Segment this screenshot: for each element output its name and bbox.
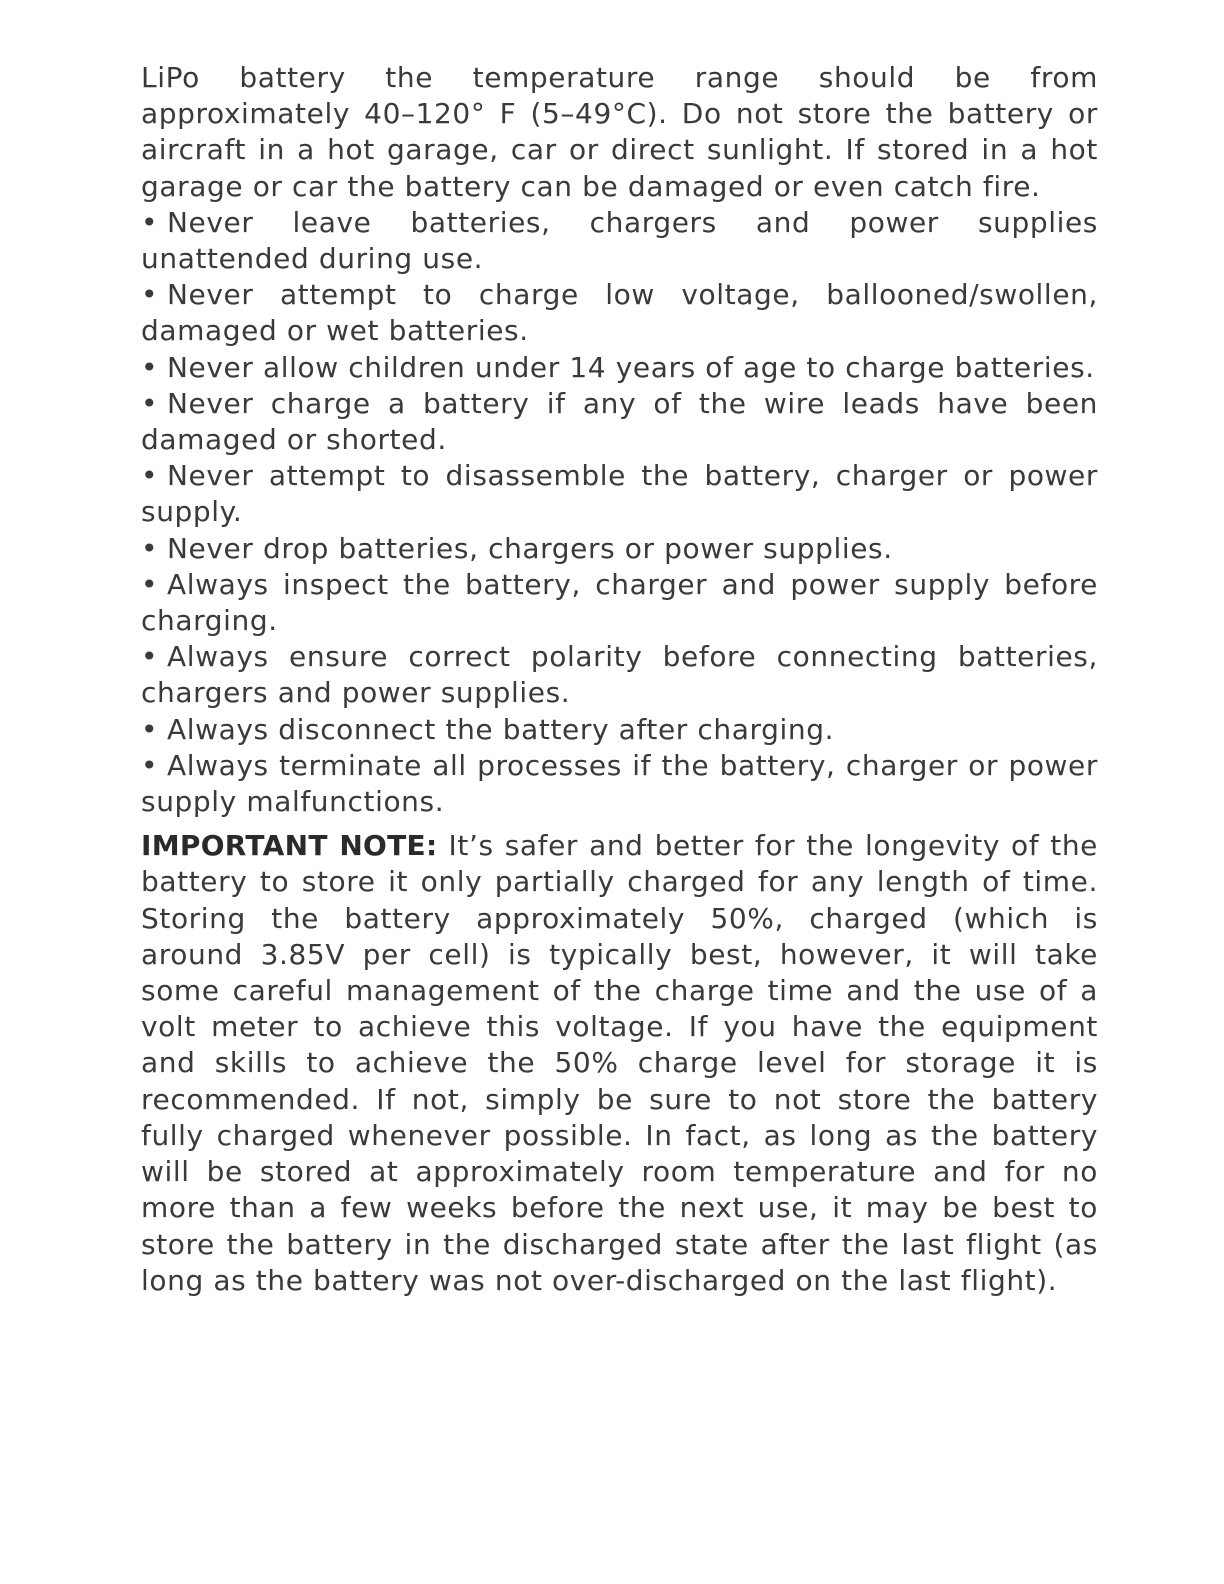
list-item [141,639,1098,711]
bullet-icon: • [141,567,159,601]
bullet-icon: • [141,459,159,493]
list-item-text: Never attempt to charge low voltage, ballooned/swollen, damaged or wet batteries. [141,278,1098,348]
list-item [141,458,1098,530]
bullet-icon: • [141,640,159,674]
bullet-icon: • [141,712,159,746]
important-note-label: IMPORTANT NOTE: [141,829,438,863]
important-note-text: It’s safer and better for the longevity of the battery to store it only partially charged for any length of time. Storing the battery approximately 50%, charged (which is around 3.85V per cell) is typically best, however, it will take some careful management of the charge time and the use of a volt meter to achieve this voltage. If you have the equipment and skills to achieve the 50% charge level for storage it is recommended. If not, simply be sure to not store the battery fully charged whenever possible. In fact, as long as the battery will be stored at approximately room temperature and for no more than a few weeks before the next use, it may be best to store the battery in the discharged state after the last flight (as long as the battery was not over-discharged on the last flight). [141,829,1098,1297]
list-item-text: Never allow children under 14 years of age to charge batteries. [167,350,1095,384]
bullet-icon: • [141,531,159,565]
bullet-icon: • [141,278,159,312]
list-item [141,205,1098,277]
list-item [141,386,1098,458]
list-item [141,531,1098,567]
intro-paragraph: LiPo battery the temperature range should be from approximately 40–120° F (5–49°C). Do not store the battery or aircraft in a hot garage, car or direct sunlight. If stored in a hot garage or car the battery can be damaged or even catch fire. [141,61,1098,203]
bullet-icon: • [141,350,159,384]
bullet-icon: • [141,748,159,782]
list-item-text: Never charge a battery if any of the wire leads have been damaged or shorted. [141,386,1098,457]
bullet-icon: • [141,386,159,420]
list-item-text: Never attempt to disassemble the battery, charger or power supply. [141,459,1098,529]
list-item-text: Always terminate all processes if the battery, charger or power supply malfunctions. [141,748,1098,819]
list-item [141,277,1098,349]
list-item-text: Always ensure correct polarity before connecting batteries, chargers and power supplies. [141,640,1098,710]
list-item-text: Always inspect the battery, charger and power supply before charging. [141,567,1098,638]
safety-list [141,205,1098,820]
bullet-icon: • [141,205,159,239]
list-item [141,567,1098,639]
document-page [141,60,1098,1299]
list-item-text: Never drop batteries, chargers or power supplies. [167,531,893,565]
list-item [141,748,1098,820]
list-item [141,712,1098,748]
list-item-text: Always disconnect the battery after charging. [167,712,835,746]
list-item-text: Never leave batteries, chargers and power supplies unattended during use. [141,205,1098,276]
important-note [141,828,1098,1299]
list-item [141,350,1098,386]
